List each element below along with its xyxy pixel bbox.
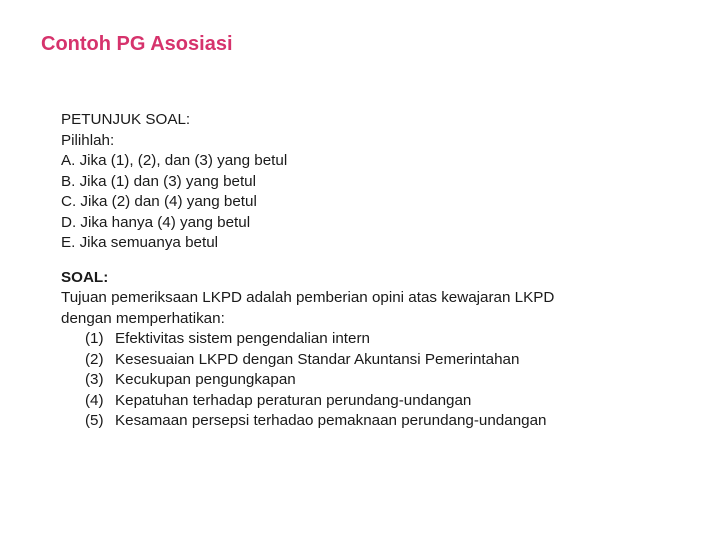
option-c: C. Jika (2) dan (4) yang betul: [61, 193, 257, 210]
section-gap: [61, 254, 701, 268]
question-heading: SOAL:: [61, 268, 109, 286]
statement-item: [61, 370, 701, 391]
statement-item: [61, 329, 701, 350]
statement-item: [61, 391, 701, 412]
option-e: E. Jika semuanya betul: [61, 234, 219, 251]
instructions-prompt: Pilihlah:: [61, 131, 115, 149]
statement-text: Kepatuhan terhadap peraturan perundang-undangan: [115, 391, 472, 409]
question-text-line1: Tujuan pemeriksaan LKPD adalah pemberian opini atas kewajaran LKPD: [61, 289, 555, 306]
statement-text: Kecukupan pengungkapan: [115, 371, 296, 388]
statement-number: (3): [85, 371, 104, 388]
statement-item: [61, 350, 701, 371]
statement-number: (5): [85, 412, 104, 429]
option-b: B. Jika (1) dan (3) yang betul: [61, 172, 257, 190]
option-d: D. Jika hanya (4) yang betul: [61, 213, 251, 231]
statement-number: (1): [85, 330, 104, 347]
statement-text: Kesamaan persepsi terhadao pemaknaan perundang-undangan: [115, 412, 547, 429]
instructions-heading: PETUNJUK SOAL:: [61, 111, 191, 128]
statement-number: (4): [85, 391, 104, 409]
slide-title: Contoh PG Asosiasi: [41, 33, 233, 55]
slide-content: [61, 110, 701, 432]
option-a: A. Jika (1), (2), dan (3) yang betul: [61, 152, 288, 169]
statement-item: [61, 411, 701, 432]
statement-text: Kesesuaian LKPD dengan Standar Akuntansi Pemerintahan: [115, 350, 520, 368]
statement-number: (2): [85, 350, 104, 368]
statement-text: Efektivitas sistem pengendalian intern: [115, 330, 370, 347]
question-text-line2: dengan memperhatikan:: [61, 309, 225, 327]
